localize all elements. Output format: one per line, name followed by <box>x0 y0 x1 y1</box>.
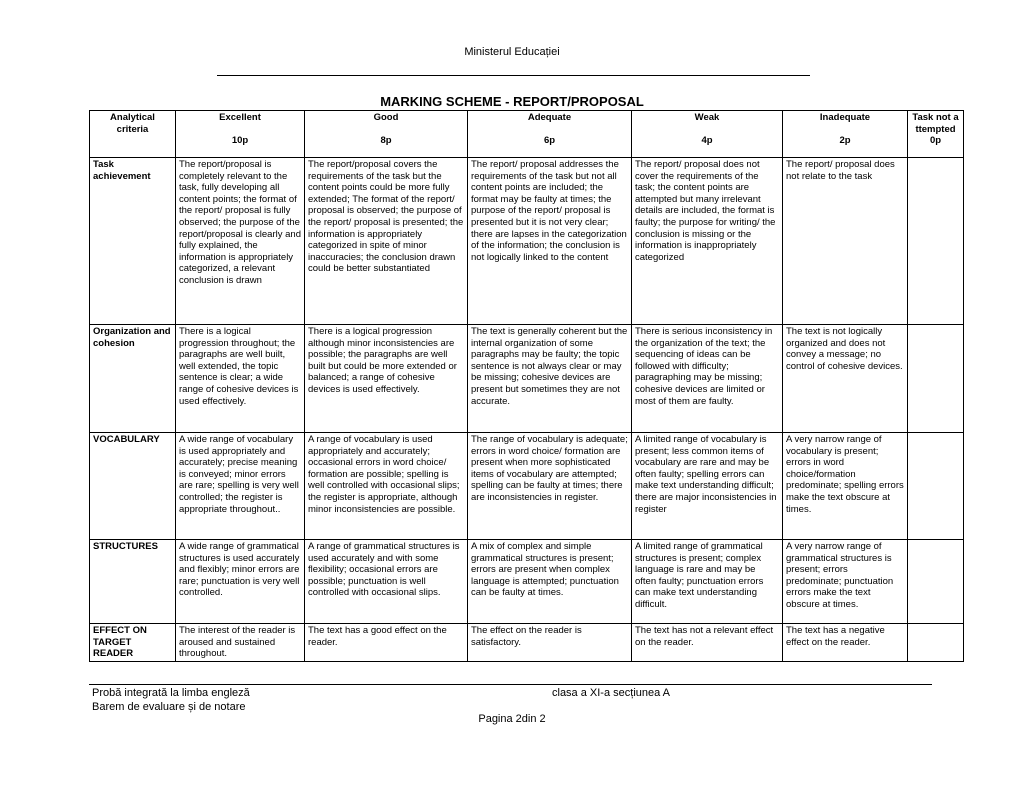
descriptor-cell: The range of vocabulary is adequate; errors in word choice/ formation are present when more sophisticated items of vocabulary are attempted; spelling can be faulty at times; there are inconsistencies in register. <box>468 433 632 540</box>
marking-scheme-table <box>89 110 964 662</box>
criterion-effect-on-reader: EFFECT ON TARGET READER <box>90 624 176 662</box>
criterion-vocabulary: VOCABULARY <box>90 433 176 540</box>
level-header-weak <box>632 111 783 158</box>
descriptor-cell: The text is generally coherent but the internal organization of some paragraphs may be faulty; the topic sentence is not always clear or may be missing; cohesive devices are present but sometimes they are not accurate. <box>468 325 632 433</box>
descriptor-cell: A very narrow range of vocabulary is present; errors in word choice/formation predominate; spelling errors make the text obscure at times. <box>783 433 908 540</box>
descriptor-cell: A range of vocabulary is used appropriately and accurately; occasional errors in word choice/ formation are possible; spelling is well controlled with occasional slips; the register is appropriate, although minor inconsistencies are possible. <box>305 433 468 540</box>
descriptor-cell <box>908 158 964 325</box>
descriptor-cell: A mix of complex and simple grammatical structures is present; errors are present when complex language is attempted; punctuation can be faulty at times. <box>468 540 632 624</box>
level-points: 8p <box>380 134 392 146</box>
level-header-good <box>305 111 468 158</box>
level-points: 0p <box>929 135 942 147</box>
descriptor-cell: There is a logical progression although minor inconsistencies are possible; the paragraphs are well built but could be more extended or balanced; a range of cohesive devices is used effectively. <box>305 325 468 433</box>
descriptor-cell: The text is not logically organized and does not convey a message; no control of cohesive devices. <box>783 325 908 433</box>
descriptor-cell: The report/ proposal does not cover the requirements of the task; the content points are attempted but many irrelevant details are included, the format is faulty; the purpose for writing/ the conclusion is missing or the information is inappropriately categorized <box>632 158 783 325</box>
criterion-task-achievement: Task achievement <box>90 158 176 325</box>
level-name: Weak <box>694 112 720 123</box>
descriptor-cell: A very narrow range of grammatical structures is present; errors predominate; punctuation errors make the text obscure at times. <box>783 540 908 624</box>
level-name: Good <box>373 112 399 123</box>
level-points: 4p <box>701 134 713 146</box>
level-header-not-attempted <box>908 111 964 158</box>
descriptor-cell: A limited range of vocabulary is present; less common items of vocabulary are rare and may be often faulty; spelling errors can make text understanding difficult; there are major inconsistencies in register <box>632 433 783 540</box>
footer-rule <box>89 684 932 685</box>
descriptor-cell: The text has a negative effect on the reader. <box>783 624 908 662</box>
descriptor-cell: The text has a good effect on the reader. <box>305 624 468 662</box>
descriptor-cell: The report/ proposal addresses the requirements of the task but not all content points are included; the format may be faulty at times; the purpose of the report/ proposal is presented but it is not very clear; there are lapses in the categorization of the information; the conclusion is not logically linked to the content <box>468 158 632 325</box>
descriptor-cell <box>908 433 964 540</box>
criterion-organization-cohesion: Organization and cohesion <box>90 325 176 433</box>
descriptor-cell: A limited range of grammatical structures is present; complex language is rare and may be often faulty; punctuation errors can make text understanding difficult. <box>632 540 783 624</box>
descriptor-cell: The report/proposal is completely relevant to the task, fully developing all content points; the format of the report/ proposal is fully observed; the purpose of the report/proposal is clearly and fully explained, the information is appropriately categorized, a relevant conclusion is drawn <box>176 158 305 325</box>
header-rule <box>217 75 810 76</box>
level-points: 2p <box>839 134 851 146</box>
table-row <box>90 624 964 662</box>
descriptor-cell: The report/proposal covers the requirements of the task but the content points could be more fully extended; The format of the report/ proposal is observed; the purpose of the report/ proposal is presented; the information is appropriately categorized in spite of minor inaccuracies; the conclusion drawn could be better substantiated <box>305 158 468 325</box>
descriptor-cell: There is serious inconsistency in the organization of the text; the sequencing of ideas can be followed with difficulty; paragraphing may be missing; cohesive devices are limited or most of them are faulty. <box>632 325 783 433</box>
descriptor-cell <box>908 540 964 624</box>
level-name: Excellent <box>219 112 261 123</box>
table-row <box>90 433 964 540</box>
level-points: 10p <box>231 134 249 146</box>
footer-scheme-name: Barem de evaluare și de notare <box>92 701 246 713</box>
page-number: Pagina 2din 2 <box>478 713 546 725</box>
level-name: Adequate <box>527 112 572 123</box>
header-row <box>90 111 964 158</box>
table-row <box>90 540 964 624</box>
footer-class-section: clasa a XI-a secțiunea A <box>552 687 671 699</box>
ministry-header: Ministerul Educației <box>464 46 560 58</box>
footer-exam-name: Probă integrată la limba engleză <box>92 687 250 699</box>
descriptor-cell: The text has not a relevant effect on the reader. <box>632 624 783 662</box>
descriptor-cell <box>908 325 964 433</box>
document-title: MARKING SCHEME - REPORT/PROPOSAL <box>380 94 644 109</box>
descriptor-cell: A wide range of vocabulary is used appropriately and accurately; precise meaning is conveyed; minor errors are rare; spelling is very well controlled; the register is appropriate throughout.. <box>176 433 305 540</box>
level-header-inadequate <box>783 111 908 158</box>
level-header-adequate <box>468 111 632 158</box>
criteria-header: Analytical criteria <box>90 111 176 158</box>
descriptor-cell: The report/ proposal does not relate to the task <box>783 158 908 325</box>
table-row <box>90 325 964 433</box>
level-points: 6p <box>543 134 556 146</box>
criterion-structures: STRUCTURES <box>90 540 176 624</box>
descriptor-cell: The interest of the reader is aroused and sustained throughout. <box>176 624 305 662</box>
level-name: Inadequate <box>819 112 871 123</box>
level-header-excellent <box>176 111 305 158</box>
descriptor-cell: There is a logical progression throughout; the paragraphs are well built, well extended, the topic sentence is clear; a wide range of cohesive devices is used effectively. <box>176 325 305 433</box>
descriptor-cell: A wide range of grammatical structures is used accurately and flexibly; minor errors are rare; punctuation is very well controlled. <box>176 540 305 624</box>
descriptor-cell: The effect on the reader is satisfactory. <box>468 624 632 662</box>
descriptor-cell: A range of grammatical structures is used accurately and with some flexibility; occasional errors are possible; punctuation is well controlled with occasional slips. <box>305 540 468 624</box>
descriptor-cell <box>908 624 964 662</box>
table-row <box>90 158 964 325</box>
level-name: Task not attempted <box>912 112 959 135</box>
